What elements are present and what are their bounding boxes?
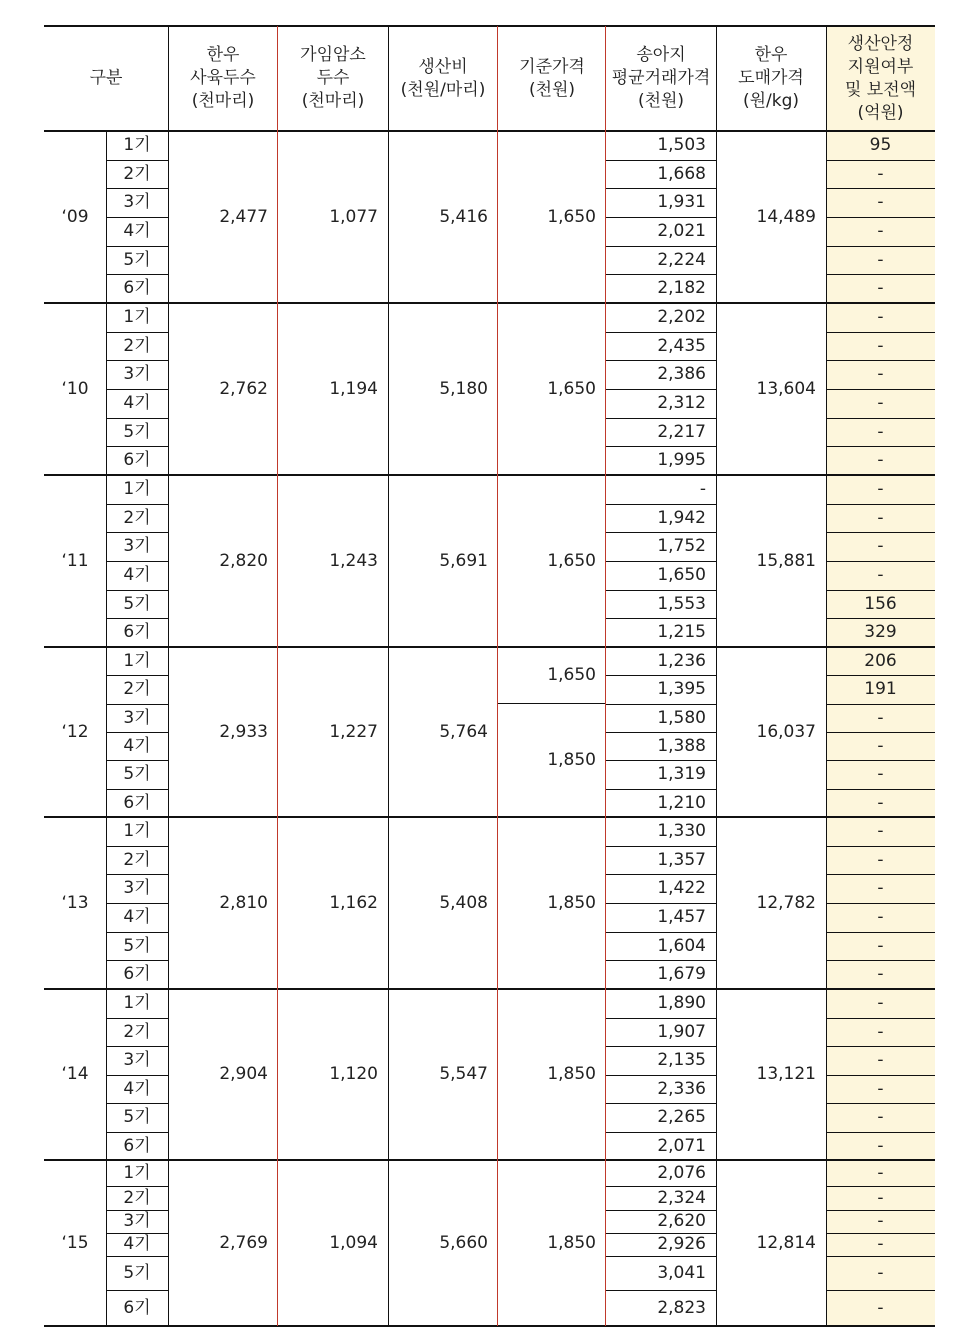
herd-count: 2,904 bbox=[219, 1064, 268, 1084]
grid-line bbox=[106, 704, 168, 705]
calf-price: 1,679 bbox=[657, 964, 706, 984]
wholesale-price: 13,121 bbox=[756, 1064, 816, 1084]
grid-line bbox=[606, 217, 716, 218]
grid-line bbox=[826, 590, 935, 591]
grid-line bbox=[106, 590, 168, 591]
support-amount: - bbox=[877, 1162, 884, 1183]
support-amount: - bbox=[877, 479, 884, 499]
grid-line bbox=[106, 332, 168, 333]
support-amount: - bbox=[877, 1107, 884, 1127]
calf-price: 2,224 bbox=[657, 249, 706, 270]
herd-count: 2,820 bbox=[219, 550, 268, 571]
grid-line bbox=[606, 1018, 716, 1019]
calf-price: 1,330 bbox=[657, 821, 706, 841]
period-label: 3기 bbox=[123, 707, 151, 728]
wholesale-price: 16,037 bbox=[756, 721, 816, 742]
period-label: 6기 bbox=[123, 450, 151, 470]
support-amount: - bbox=[877, 1234, 884, 1254]
grid-line bbox=[826, 1046, 935, 1047]
grid-line bbox=[498, 703, 606, 704]
grid-line bbox=[826, 1132, 935, 1133]
period-label: 2기 bbox=[123, 1021, 151, 1042]
grid-line bbox=[606, 332, 716, 333]
support-amount: - bbox=[877, 536, 884, 556]
grid-line bbox=[106, 1075, 168, 1076]
grid-line bbox=[106, 618, 168, 619]
grid-line bbox=[606, 360, 716, 361]
support-amount: - bbox=[877, 1135, 884, 1156]
production-cost: 5,408 bbox=[439, 892, 488, 913]
grid-line bbox=[606, 188, 716, 189]
grid-line bbox=[826, 561, 935, 562]
period-label: 6기 bbox=[123, 792, 151, 813]
period-label: 1기 bbox=[123, 821, 151, 841]
grid-line bbox=[106, 932, 168, 933]
wholesale-price: 13,604 bbox=[756, 378, 816, 399]
grid-line bbox=[826, 389, 935, 390]
calf-price: 1,650 bbox=[657, 565, 706, 585]
grid-line bbox=[826, 732, 935, 733]
grid-line bbox=[606, 274, 716, 275]
grid-line bbox=[826, 1210, 935, 1211]
support-amount: - bbox=[877, 1297, 884, 1318]
grid-line bbox=[606, 1186, 716, 1187]
wholesale-price: 15,881 bbox=[756, 550, 816, 571]
cow-count: 1,094 bbox=[329, 1232, 378, 1253]
grid-line bbox=[826, 932, 935, 933]
grid-line bbox=[605, 26, 606, 1326]
grid-line bbox=[826, 418, 935, 419]
herd-count: 2,477 bbox=[219, 206, 268, 227]
cow-count: 1,162 bbox=[329, 892, 378, 913]
calf-price: 2,135 bbox=[657, 1050, 706, 1070]
grid-line bbox=[106, 1046, 168, 1047]
grid-line bbox=[826, 188, 935, 189]
grid-line bbox=[606, 960, 716, 961]
grid-line bbox=[826, 26, 827, 1326]
grid-line bbox=[106, 504, 168, 505]
year-label: ‘13 bbox=[61, 892, 89, 913]
wholesale-price: 14,489 bbox=[756, 206, 816, 227]
support-amount: - bbox=[877, 221, 884, 241]
calf-price: 2,312 bbox=[657, 393, 706, 413]
calf-price: 1,890 bbox=[657, 993, 706, 1013]
calf-price: 2,021 bbox=[657, 221, 706, 241]
calf-price: 1,236 bbox=[657, 650, 706, 671]
grid-line bbox=[606, 760, 716, 761]
herd-count: 2,762 bbox=[219, 378, 268, 399]
support-amount: - bbox=[877, 192, 884, 212]
grid-line bbox=[826, 246, 935, 247]
period-label: 4기 bbox=[123, 1234, 151, 1254]
grid-line bbox=[168, 26, 169, 1326]
calf-price: 2,336 bbox=[657, 1078, 706, 1099]
grid-line bbox=[106, 561, 168, 562]
grid-line bbox=[106, 1290, 168, 1291]
grid-line bbox=[606, 732, 716, 733]
period-label: 4기 bbox=[123, 221, 151, 241]
calf-price: 1,395 bbox=[657, 679, 706, 699]
grid-line bbox=[606, 675, 716, 676]
period-label: 6기 bbox=[123, 622, 151, 642]
calf-price: 1,553 bbox=[657, 593, 706, 614]
calf-price: 1,668 bbox=[657, 163, 706, 184]
support-amount: - bbox=[877, 1078, 884, 1099]
grid-line bbox=[106, 274, 168, 275]
base-price: 1,850 bbox=[547, 1064, 596, 1084]
base-price: 1,850 bbox=[547, 750, 596, 770]
period-label: 3기 bbox=[123, 192, 151, 212]
cow-count: 1,227 bbox=[329, 721, 378, 742]
grid-line bbox=[606, 246, 716, 247]
grid-line bbox=[44, 1325, 935, 1327]
grid-line bbox=[606, 160, 716, 161]
period-label: 5기 bbox=[123, 249, 151, 270]
header-support: 생산안정 지원여부 및 보전액 (억원) bbox=[844, 33, 917, 123]
calf-price: 2,076 bbox=[657, 1162, 706, 1183]
year-label: ‘14 bbox=[61, 1064, 89, 1084]
grid-line bbox=[106, 732, 168, 733]
header-cost: 생산비 (천원/마리) bbox=[400, 56, 486, 100]
support-amount: - bbox=[877, 878, 884, 898]
grid-line bbox=[826, 874, 935, 875]
year-label: ‘10 bbox=[61, 378, 89, 399]
cow-count: 1,194 bbox=[329, 378, 378, 399]
support-amount: - bbox=[877, 307, 884, 327]
year-label: ‘15 bbox=[61, 1232, 89, 1253]
base-price: 1,850 bbox=[547, 1232, 596, 1253]
grid-line bbox=[606, 1103, 716, 1104]
period-label: 5기 bbox=[123, 764, 151, 784]
calf-price: 1,907 bbox=[657, 1021, 706, 1042]
grid-line bbox=[106, 760, 168, 761]
support-amount: - bbox=[877, 364, 884, 384]
grid-line bbox=[826, 846, 935, 847]
grid-line bbox=[606, 1046, 716, 1047]
support-amount: 191 bbox=[864, 679, 897, 699]
grid-line bbox=[106, 389, 168, 390]
grid-line bbox=[606, 874, 716, 875]
base-price: 1,850 bbox=[547, 892, 596, 913]
grid-line bbox=[106, 903, 168, 904]
grid-line bbox=[606, 532, 716, 533]
grid-line bbox=[106, 874, 168, 875]
grid-line bbox=[826, 1075, 935, 1076]
calf-price: 2,823 bbox=[657, 1297, 706, 1318]
calf-price: 2,071 bbox=[657, 1135, 706, 1156]
calf-price: 1,604 bbox=[657, 935, 706, 956]
calf-price: 2,620 bbox=[657, 1211, 706, 1231]
header-herd: 한우 사육두수 (천마리) bbox=[190, 45, 256, 111]
calf-price: 1,580 bbox=[657, 707, 706, 728]
grid-line bbox=[106, 188, 168, 189]
support-amount: - bbox=[877, 821, 884, 841]
grid-line bbox=[44, 130, 935, 132]
period-label: 6기 bbox=[123, 1135, 151, 1156]
grid-line bbox=[606, 590, 716, 591]
grid-line bbox=[44, 25, 935, 27]
period-label: 3기 bbox=[123, 878, 151, 898]
grid-line bbox=[106, 418, 168, 419]
calf-price: 1,215 bbox=[657, 622, 706, 642]
production-cost: 5,547 bbox=[439, 1064, 488, 1084]
production-cost: 5,416 bbox=[439, 206, 488, 227]
period-label: 2기 bbox=[123, 679, 151, 699]
herd-count: 2,810 bbox=[219, 892, 268, 913]
support-amount: - bbox=[877, 792, 884, 813]
period-label: 4기 bbox=[123, 1078, 151, 1099]
year-label: ‘09 bbox=[61, 206, 89, 227]
support-amount: - bbox=[877, 1211, 884, 1231]
grid-line bbox=[606, 389, 716, 390]
period-label: 1기 bbox=[123, 307, 151, 327]
period-label: 2기 bbox=[123, 507, 151, 528]
header-category: 구분 bbox=[89, 68, 123, 88]
calf-price: 2,182 bbox=[657, 278, 706, 298]
period-label: 5기 bbox=[123, 1107, 151, 1127]
grid-line bbox=[606, 618, 716, 619]
support-amount: - bbox=[877, 907, 884, 927]
period-label: 4기 bbox=[123, 907, 151, 927]
grid-line bbox=[106, 160, 168, 161]
grid-line bbox=[388, 26, 389, 1326]
grid-line bbox=[106, 675, 168, 676]
support-amount: - bbox=[877, 507, 884, 528]
support-amount: - bbox=[877, 1021, 884, 1042]
grid-line bbox=[826, 504, 935, 505]
grid-line bbox=[497, 26, 498, 1326]
grid-line bbox=[106, 360, 168, 361]
grid-line bbox=[606, 1132, 716, 1133]
support-amount: - bbox=[877, 393, 884, 413]
grid-line bbox=[826, 1290, 935, 1291]
calf-price: - bbox=[699, 479, 706, 499]
grid-line bbox=[606, 504, 716, 505]
grid-line bbox=[606, 903, 716, 904]
grid-line bbox=[826, 446, 935, 447]
grid-line bbox=[606, 418, 716, 419]
grid-line bbox=[106, 446, 168, 447]
support-amount: - bbox=[877, 163, 884, 184]
wholesale-price: 12,814 bbox=[756, 1232, 816, 1253]
grid-line bbox=[826, 789, 935, 790]
cow-count: 1,243 bbox=[329, 550, 378, 571]
support-amount: - bbox=[877, 993, 884, 1013]
support-amount: 206 bbox=[864, 650, 897, 671]
grid-line bbox=[106, 1103, 168, 1104]
grid-line bbox=[106, 1132, 168, 1133]
grid-line bbox=[106, 846, 168, 847]
grid-line bbox=[826, 960, 935, 961]
support-amount: - bbox=[877, 278, 884, 298]
grid-line bbox=[606, 704, 716, 705]
calf-price: 1,319 bbox=[657, 764, 706, 784]
production-cost: 5,764 bbox=[439, 721, 488, 742]
grid-line bbox=[106, 532, 168, 533]
header-cows: 가임암소 두수 (천마리) bbox=[300, 45, 366, 111]
period-label: 1기 bbox=[123, 993, 151, 1013]
period-label: 5기 bbox=[123, 593, 151, 614]
calf-price: 1,210 bbox=[657, 792, 706, 813]
grid-line bbox=[826, 532, 935, 533]
grid-line bbox=[606, 446, 716, 447]
period-label: 2기 bbox=[123, 163, 151, 184]
period-label: 6기 bbox=[123, 1297, 151, 1318]
cow-count: 1,120 bbox=[329, 1064, 378, 1084]
base-price: 1,650 bbox=[547, 206, 596, 227]
base-price: 1,650 bbox=[547, 550, 596, 571]
support-amount: - bbox=[877, 849, 884, 870]
grid-line bbox=[826, 1018, 935, 1019]
period-label: 6기 bbox=[123, 964, 151, 984]
period-label: 3기 bbox=[123, 364, 151, 384]
grid-line bbox=[606, 932, 716, 933]
grid-line bbox=[606, 1210, 716, 1211]
grid-line bbox=[826, 1186, 935, 1187]
support-amount: - bbox=[877, 1187, 884, 1208]
grid-line bbox=[826, 903, 935, 904]
grid-line bbox=[106, 131, 107, 1326]
grid-line bbox=[106, 960, 168, 961]
support-amount: 329 bbox=[864, 622, 897, 642]
calf-price: 2,202 bbox=[657, 307, 706, 327]
period-label: 2기 bbox=[123, 1187, 151, 1208]
calf-price: 2,265 bbox=[657, 1107, 706, 1127]
herd-count: 2,769 bbox=[219, 1232, 268, 1253]
support-amount: - bbox=[877, 335, 884, 356]
support-amount: 156 bbox=[864, 593, 897, 614]
grid-line bbox=[606, 1290, 716, 1291]
calf-price: 1,931 bbox=[657, 192, 706, 212]
support-amount: - bbox=[877, 565, 884, 585]
grid-line bbox=[606, 789, 716, 790]
calf-price: 1,503 bbox=[657, 135, 706, 155]
production-cost: 5,180 bbox=[439, 378, 488, 399]
grid-line bbox=[277, 26, 278, 1326]
year-label: ‘12 bbox=[61, 721, 89, 742]
calf-price: 1,457 bbox=[657, 907, 706, 927]
calf-price: 2,217 bbox=[657, 421, 706, 442]
support-amount: 95 bbox=[869, 135, 892, 155]
period-label: 5기 bbox=[123, 1262, 151, 1283]
calf-price: 1,388 bbox=[657, 735, 706, 756]
period-label: 2기 bbox=[123, 849, 151, 870]
grid-line bbox=[826, 332, 935, 333]
period-label: 3기 bbox=[123, 1211, 151, 1231]
header-base-price: 기준가격 (천원) bbox=[519, 56, 585, 100]
grid-line bbox=[606, 1075, 716, 1076]
period-label: 2기 bbox=[123, 335, 151, 356]
calf-price: 1,422 bbox=[657, 878, 706, 898]
support-amount: - bbox=[877, 1262, 884, 1283]
grid-line bbox=[106, 246, 168, 247]
grid-line bbox=[826, 704, 935, 705]
support-amount: - bbox=[877, 1050, 884, 1070]
grid-line bbox=[106, 1256, 168, 1257]
period-label: 3기 bbox=[123, 1050, 151, 1070]
period-label: 1기 bbox=[123, 479, 151, 499]
calf-price: 2,324 bbox=[657, 1187, 706, 1208]
period-label: 1기 bbox=[123, 135, 151, 155]
calf-price: 2,926 bbox=[657, 1234, 706, 1254]
grid-line bbox=[826, 1256, 935, 1257]
calf-price: 2,386 bbox=[657, 364, 706, 384]
grid-line bbox=[826, 618, 935, 619]
period-label: 6기 bbox=[123, 278, 151, 298]
calf-price: 1,995 bbox=[657, 450, 706, 470]
support-amount: - bbox=[877, 249, 884, 270]
wholesale-price: 12,782 bbox=[756, 892, 816, 913]
grid-line bbox=[826, 360, 935, 361]
calf-price: 1,357 bbox=[657, 849, 706, 870]
base-price: 1,650 bbox=[547, 665, 596, 685]
year-label: ‘11 bbox=[61, 550, 89, 571]
grid-line bbox=[826, 160, 935, 161]
grid-line bbox=[826, 1233, 935, 1234]
period-label: 1기 bbox=[123, 650, 151, 671]
grid-line bbox=[106, 1186, 168, 1187]
header-wholesale-price: 한우 도매가격 (원/kg) bbox=[738, 45, 804, 111]
grid-line bbox=[826, 675, 935, 676]
grid-line bbox=[606, 561, 716, 562]
production-cost: 5,691 bbox=[439, 550, 488, 571]
period-label: 5기 bbox=[123, 935, 151, 956]
header-calf-price: 송아지 평균거래가격 (천원) bbox=[611, 45, 711, 111]
cow-count: 1,077 bbox=[329, 206, 378, 227]
herd-count: 2,933 bbox=[219, 721, 268, 742]
support-amount: - bbox=[877, 707, 884, 728]
calf-price: 2,435 bbox=[657, 335, 706, 356]
period-label: 5기 bbox=[123, 421, 151, 442]
grid-line bbox=[826, 274, 935, 275]
period-label: 4기 bbox=[123, 735, 151, 756]
calf-price: 1,942 bbox=[657, 507, 706, 528]
grid-line bbox=[106, 1233, 168, 1234]
grid-line bbox=[606, 1233, 716, 1234]
support-amount: - bbox=[877, 764, 884, 784]
grid-line bbox=[716, 26, 717, 1326]
support-amount: - bbox=[877, 450, 884, 470]
period-label: 1기 bbox=[123, 1162, 151, 1183]
grid-line bbox=[826, 760, 935, 761]
grid-line bbox=[106, 789, 168, 790]
grid-line bbox=[826, 217, 935, 218]
support-amount: - bbox=[877, 421, 884, 442]
calf-price: 3,041 bbox=[657, 1262, 706, 1283]
period-label: 3기 bbox=[123, 536, 151, 556]
base-price: 1,650 bbox=[547, 378, 596, 399]
calf-price: 1,752 bbox=[657, 536, 706, 556]
grid-line bbox=[826, 1103, 935, 1104]
grid-line bbox=[606, 846, 716, 847]
production-cost: 5,660 bbox=[439, 1232, 488, 1253]
support-amount: - bbox=[877, 935, 884, 956]
period-label: 4기 bbox=[123, 393, 151, 413]
period-label: 4기 bbox=[123, 565, 151, 585]
grid-line bbox=[106, 1018, 168, 1019]
support-amount: - bbox=[877, 964, 884, 984]
grid-line bbox=[106, 217, 168, 218]
grid-line bbox=[106, 1210, 168, 1211]
grid-line bbox=[606, 1256, 716, 1257]
support-amount: - bbox=[877, 735, 884, 756]
